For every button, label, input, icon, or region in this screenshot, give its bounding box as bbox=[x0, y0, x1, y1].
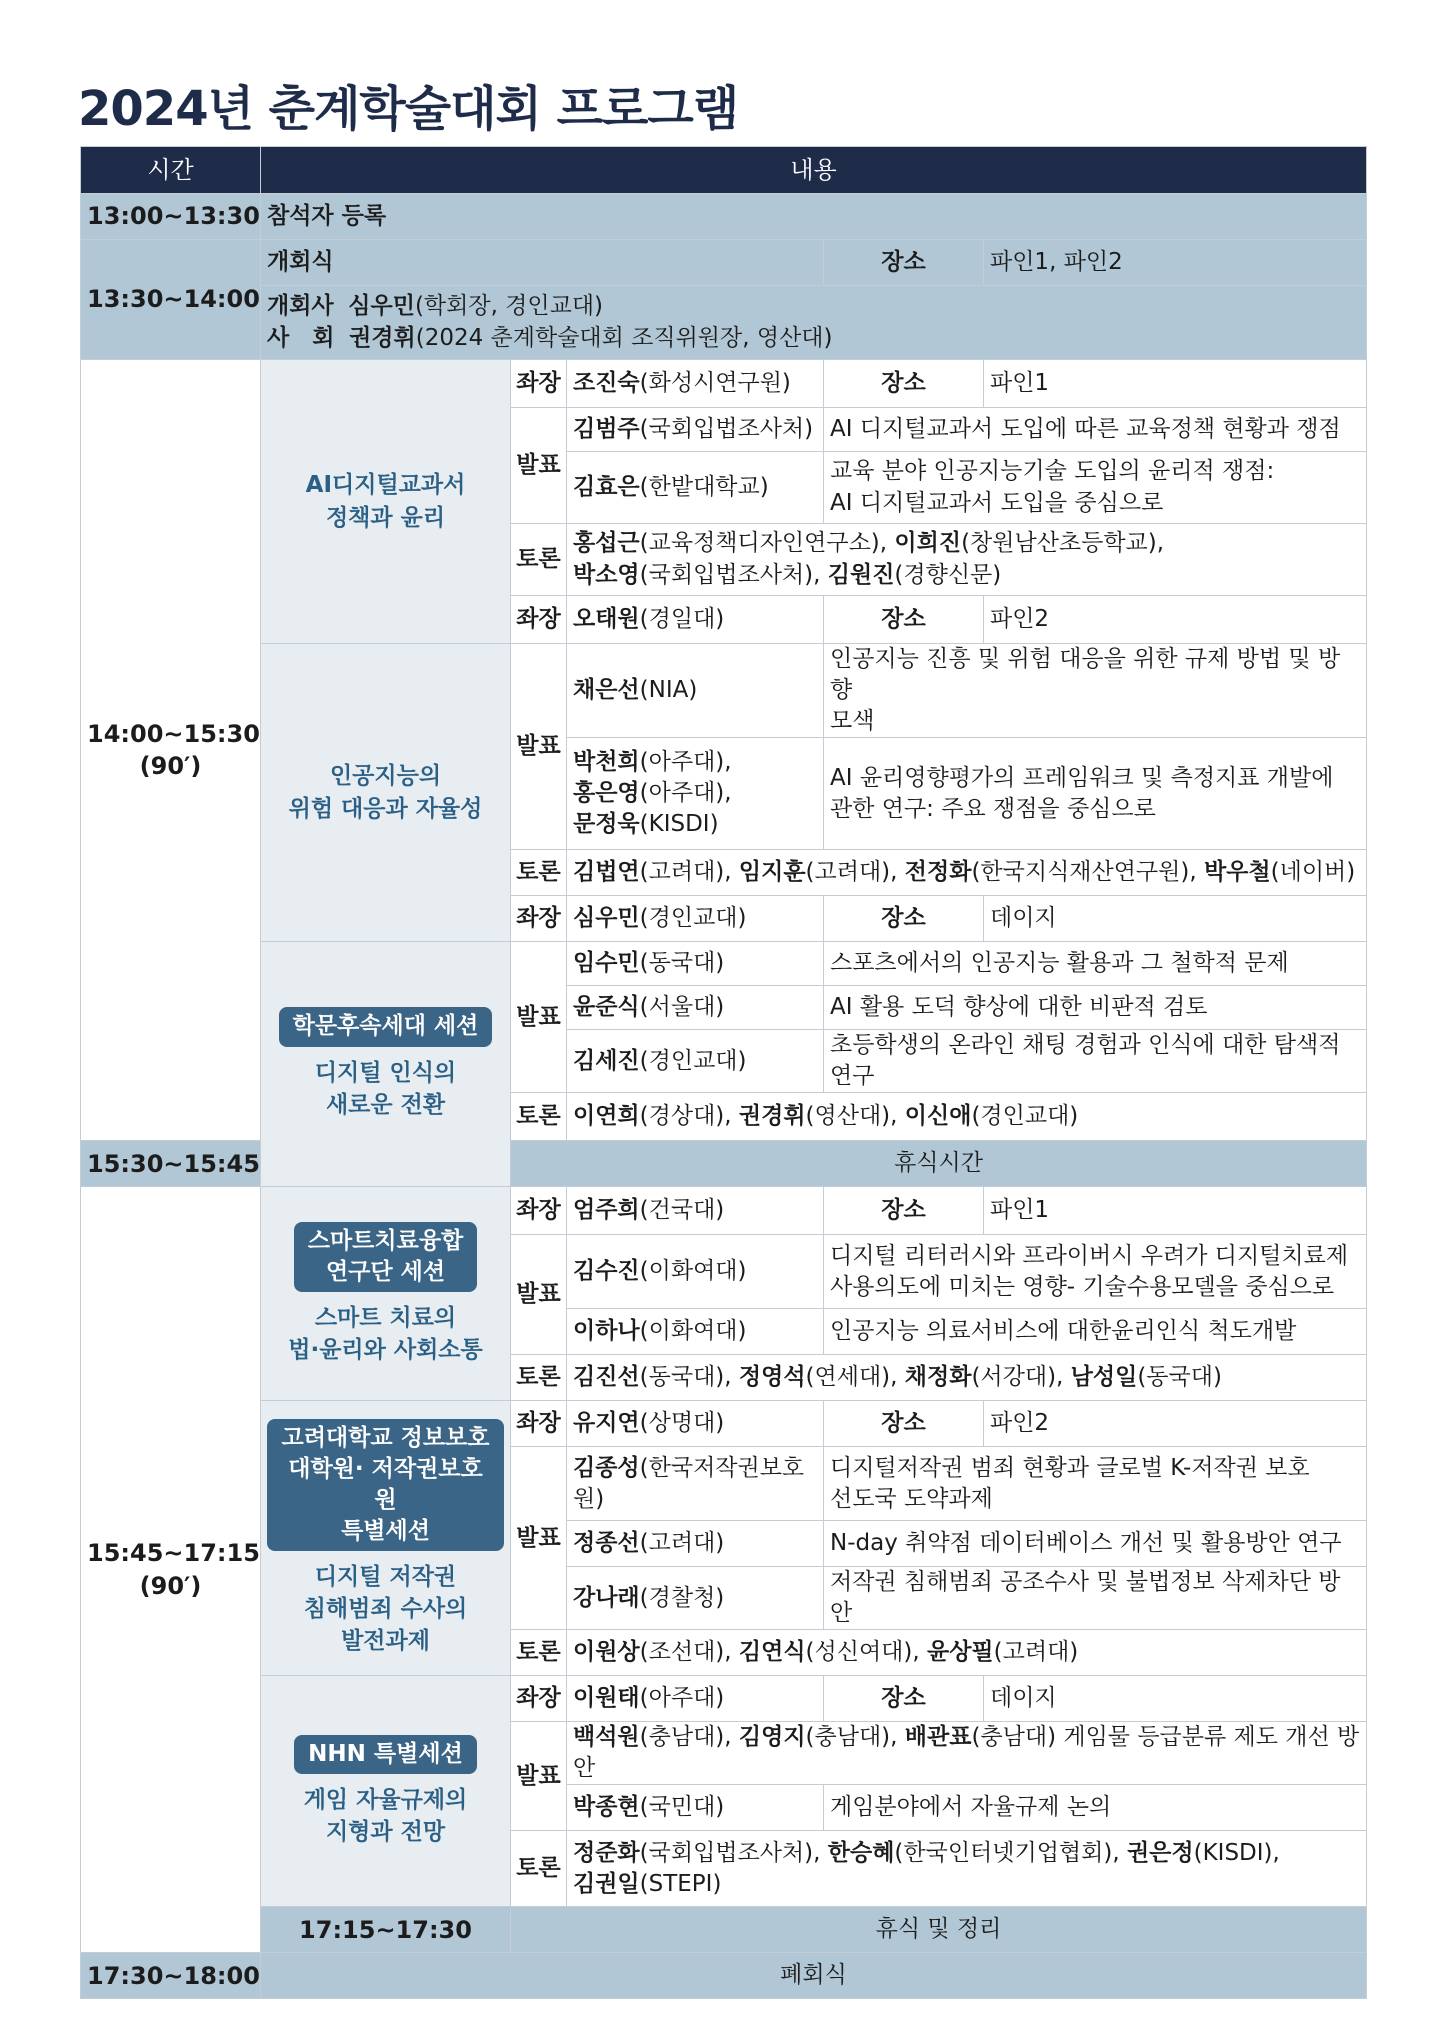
discussion-label: 토론 bbox=[511, 1355, 567, 1401]
page-title: 2024년 춘계학술대회 프로그램 bbox=[78, 81, 739, 137]
table-row bbox=[81, 1401, 1367, 1447]
presenter-cell: 임수민(동국대) bbox=[567, 942, 824, 986]
speech-role: 개회사 bbox=[267, 293, 334, 320]
presenter-cell: 김세진(경인교대) bbox=[567, 1030, 824, 1093]
topic-cell: AI 디지털교과서 도입에 따른 교육정책 현황과 쟁점 bbox=[824, 408, 1367, 452]
chair-cell: 조진숙(화성시연구원) bbox=[567, 360, 824, 408]
topic-cell: 인공지능 진흥 및 위험 대응을 위한 규제 방법 및 방향 모색 bbox=[824, 644, 1367, 738]
chair-cell: 유지연(상명대) bbox=[567, 1401, 824, 1447]
venue-label: 장소 bbox=[824, 360, 984, 408]
venue-label: 장소 bbox=[824, 1401, 984, 1447]
session-smart-therapy: 스마트치료융합 연구단 세션 스마트 치료의 법·윤리와 사회소통 bbox=[261, 1187, 511, 1401]
registration-text: 참석자 등록 bbox=[261, 194, 1367, 240]
presenter-cell: 김종성(한국저작권보호원) bbox=[567, 1447, 824, 1521]
table-row bbox=[81, 1187, 1367, 1235]
time-cell: 13:00~13:30 bbox=[81, 194, 261, 240]
chair-cell: 엄주희(건국대) bbox=[567, 1187, 824, 1235]
discussion-label: 토론 bbox=[511, 1093, 567, 1141]
discussants-cell: 김법연(고려대), 임지훈(고려대), 전정화(한국지식재산연구원), 박우철(네이버) bbox=[567, 850, 1367, 896]
presenter-cell: 백석원(충남대), 김영지(충남대), 배관표(충남대) 게임물 등급분류 제도 개선 방안 bbox=[567, 1722, 1367, 1785]
opening-detail bbox=[261, 286, 1367, 360]
time-cell: 17:30~18:00 bbox=[81, 1953, 261, 1999]
discussants-cell: 이연희(경상대), 권경휘(영산대), 이신애(경인교대) bbox=[567, 1093, 1367, 1141]
time-cell: 13:30~14:00 bbox=[81, 240, 261, 360]
topic-cell: 디지털 리터러시와 프라이버시 우려가 디지털치료제 사용의도에 미치는 영향- 기술수용모델을 중심으로 bbox=[824, 1235, 1367, 1309]
opening-row bbox=[81, 240, 1367, 286]
chair-cell: 이원태(아주대) bbox=[567, 1676, 824, 1722]
presenter-cell: 김효은(한밭대학교) bbox=[567, 452, 824, 524]
chair-label: 좌장 bbox=[511, 1187, 567, 1235]
closing-text: 폐회식 bbox=[261, 1953, 1367, 1999]
time-cell: 14:00~15:30 (90′) bbox=[81, 360, 261, 1141]
table-row bbox=[81, 360, 1367, 408]
venue-label: 장소 bbox=[824, 1676, 984, 1722]
topic-cell: 교육 분야 인공지능기술 도입의 윤리적 쟁점: AI 디지털교과서 도입을 중심으로 bbox=[824, 452, 1367, 524]
venue-label: 장소 bbox=[824, 1187, 984, 1235]
topic-cell: 인공지능 의료서비스에 대한윤리인식 척도개발 bbox=[824, 1309, 1367, 1355]
topic-cell: 저작권 침해범죄 공조수사 및 불법정보 삭제차단 방안 bbox=[824, 1567, 1367, 1630]
header-time: 시간 bbox=[81, 147, 261, 194]
presenter-cell: 정종선(고려대) bbox=[567, 1521, 824, 1567]
discussion-label: 토론 bbox=[511, 1630, 567, 1676]
discussion-label: 토론 bbox=[511, 850, 567, 896]
table-row bbox=[81, 942, 1367, 986]
presentation-label: 발표 bbox=[511, 942, 567, 1093]
venue-value: 파인1, 파인2 bbox=[984, 240, 1367, 286]
time-cell: 17:15~17:30 bbox=[261, 1907, 511, 1953]
time-cell: 15:30~15:45 bbox=[81, 1141, 261, 1187]
topic-cell: AI 윤리영향평가의 프레임워크 및 측정지표 개발에 관한 연구: 주요 쟁점을 중심으로 bbox=[824, 738, 1367, 850]
presentation-label: 발표 bbox=[511, 408, 567, 524]
table-row bbox=[81, 1676, 1367, 1722]
venue-label: 장소 bbox=[824, 240, 984, 286]
venue-value: 파인2 bbox=[984, 596, 1367, 644]
discussants-cell: 홍섭근(교육정책디자인연구소), 이희진(창원남산초등학교), 박소영(국회입법조사처), 김원진(경향신문) bbox=[567, 524, 1367, 596]
venue-value: 파인1 bbox=[984, 360, 1367, 408]
presenter-cell: 김범주(국회입법조사처) bbox=[567, 408, 824, 452]
speech-aff: (학회장, 경인교대) bbox=[414, 293, 604, 320]
topic-cell: N-day 취약점 데이터베이스 개선 및 활용방안 연구 bbox=[824, 1521, 1367, 1567]
presenter-cell: 이하나(이화여대) bbox=[567, 1309, 824, 1355]
discussion-label: 토론 bbox=[511, 524, 567, 596]
session-ai-textbook: AI디지털교과서 정책과 윤리 bbox=[261, 360, 511, 644]
venue-value: 파인2 bbox=[984, 1401, 1367, 1447]
registration-row bbox=[81, 194, 1367, 240]
session-badge: NHN 특별세션 bbox=[294, 1735, 477, 1774]
presentation-label: 발표 bbox=[511, 1447, 567, 1630]
break-text: 휴식시간 bbox=[511, 1141, 1367, 1187]
chair-label: 좌장 bbox=[511, 596, 567, 644]
chair-cell: 심우민(경인교대) bbox=[567, 896, 824, 942]
topic-cell: 게임분야에서 자율규제 논의 bbox=[824, 1785, 1367, 1831]
presentation-label: 발표 bbox=[511, 1235, 567, 1355]
venue-label: 장소 bbox=[824, 596, 984, 644]
mc-aff: (2024 춘계학술대회 조직위원장, 영산대) bbox=[415, 324, 833, 351]
discussants-cell: 이원상(조선대), 김연식(성신여대), 윤상필(고려대) bbox=[567, 1630, 1367, 1676]
venue-value: 파인1 bbox=[984, 1187, 1367, 1235]
header-content: 내용 bbox=[261, 147, 1367, 194]
mc-name: 권경휘 bbox=[349, 324, 416, 351]
chair-label: 좌장 bbox=[511, 896, 567, 942]
chair-label: 좌장 bbox=[511, 1401, 567, 1447]
topic-cell: AI 활용 도덕 향상에 대한 비판적 검토 bbox=[824, 986, 1367, 1030]
topic-cell: 초등학생의 온라인 채팅 경험과 인식에 대한 탐색적 연구 bbox=[824, 1030, 1367, 1093]
venue-label: 장소 bbox=[824, 896, 984, 942]
session-badge: 스마트치료융합 연구단 세션 bbox=[294, 1222, 478, 1292]
break-row bbox=[81, 1907, 1367, 1953]
discussion-label: 토론 bbox=[511, 1831, 567, 1907]
header-row bbox=[81, 147, 1367, 194]
presenter-cell: 박천희(아주대), 홍은영(아주대), 문정욱(KISDI) bbox=[567, 738, 824, 850]
venue-value: 데이지 bbox=[984, 1676, 1367, 1722]
presenter-cell: 윤준식(서울대) bbox=[567, 986, 824, 1030]
speech-name: 심우민 bbox=[348, 293, 415, 320]
session-next-gen: 학문후속세대 세션 디지털 인식의 새로운 전환 bbox=[261, 942, 511, 1187]
session-ai-risk: 인공지능의 위험 대응과 자율성 bbox=[261, 644, 511, 942]
chair-label: 좌장 bbox=[511, 1676, 567, 1722]
presenter-cell: 강나래(경찰청) bbox=[567, 1567, 824, 1630]
program-table bbox=[80, 146, 1367, 1999]
presentation-label: 발표 bbox=[511, 1722, 567, 1831]
time-cell: 15:45~17:15 (90′) bbox=[81, 1187, 261, 1953]
presenter-cell: 김수진(이화여대) bbox=[567, 1235, 824, 1309]
chair-cell: 오태원(경일대) bbox=[567, 596, 824, 644]
topic-cell: 스포츠에서의 인공지능 활용과 그 철학적 문제 bbox=[824, 942, 1367, 986]
topic-cell: 디지털저작권 범죄 현황과 글로벌 K-저작권 보호 선도국 도약과제 bbox=[824, 1447, 1367, 1521]
discussants-cell: 정준화(국회입법조사처), 한승혜(한국인터넷기업협회), 권은정(KISDI), 김권일(STEPI) bbox=[567, 1831, 1367, 1907]
session-badge: 학문후속세대 세션 bbox=[279, 1007, 493, 1046]
chair-label: 좌장 bbox=[511, 360, 567, 408]
session-nhn: NHN 특별세션 게임 자율규제의 지형과 전망 bbox=[261, 1676, 511, 1907]
presentation-label: 발표 bbox=[511, 644, 567, 850]
discussants-cell: 김진선(동국대), 정영석(연세대), 채정화(서강대), 남성일(동국대) bbox=[567, 1355, 1367, 1401]
presenter-cell: 박종현(국민대) bbox=[567, 1785, 824, 1831]
session-copyright: 고려대학교 정보보호 대학원· 저작권보호원 특별세션 디지털 저작권 침해범죄 수사의 발전과제 bbox=[261, 1401, 511, 1676]
mc-role: 사 회 bbox=[267, 324, 335, 351]
venue-value: 데이지 bbox=[984, 896, 1367, 942]
break-text: 휴식 및 정리 bbox=[511, 1907, 1367, 1953]
session-badge: 고려대학교 정보보호 대학원· 저작권보호원 특별세션 bbox=[267, 1419, 504, 1551]
table-row bbox=[81, 644, 1367, 738]
presenter-cell: 채은선(NIA) bbox=[567, 644, 824, 738]
closing-row bbox=[81, 1953, 1367, 1999]
opening-detail-row bbox=[81, 286, 1367, 360]
opening-title: 개회식 bbox=[261, 240, 824, 286]
